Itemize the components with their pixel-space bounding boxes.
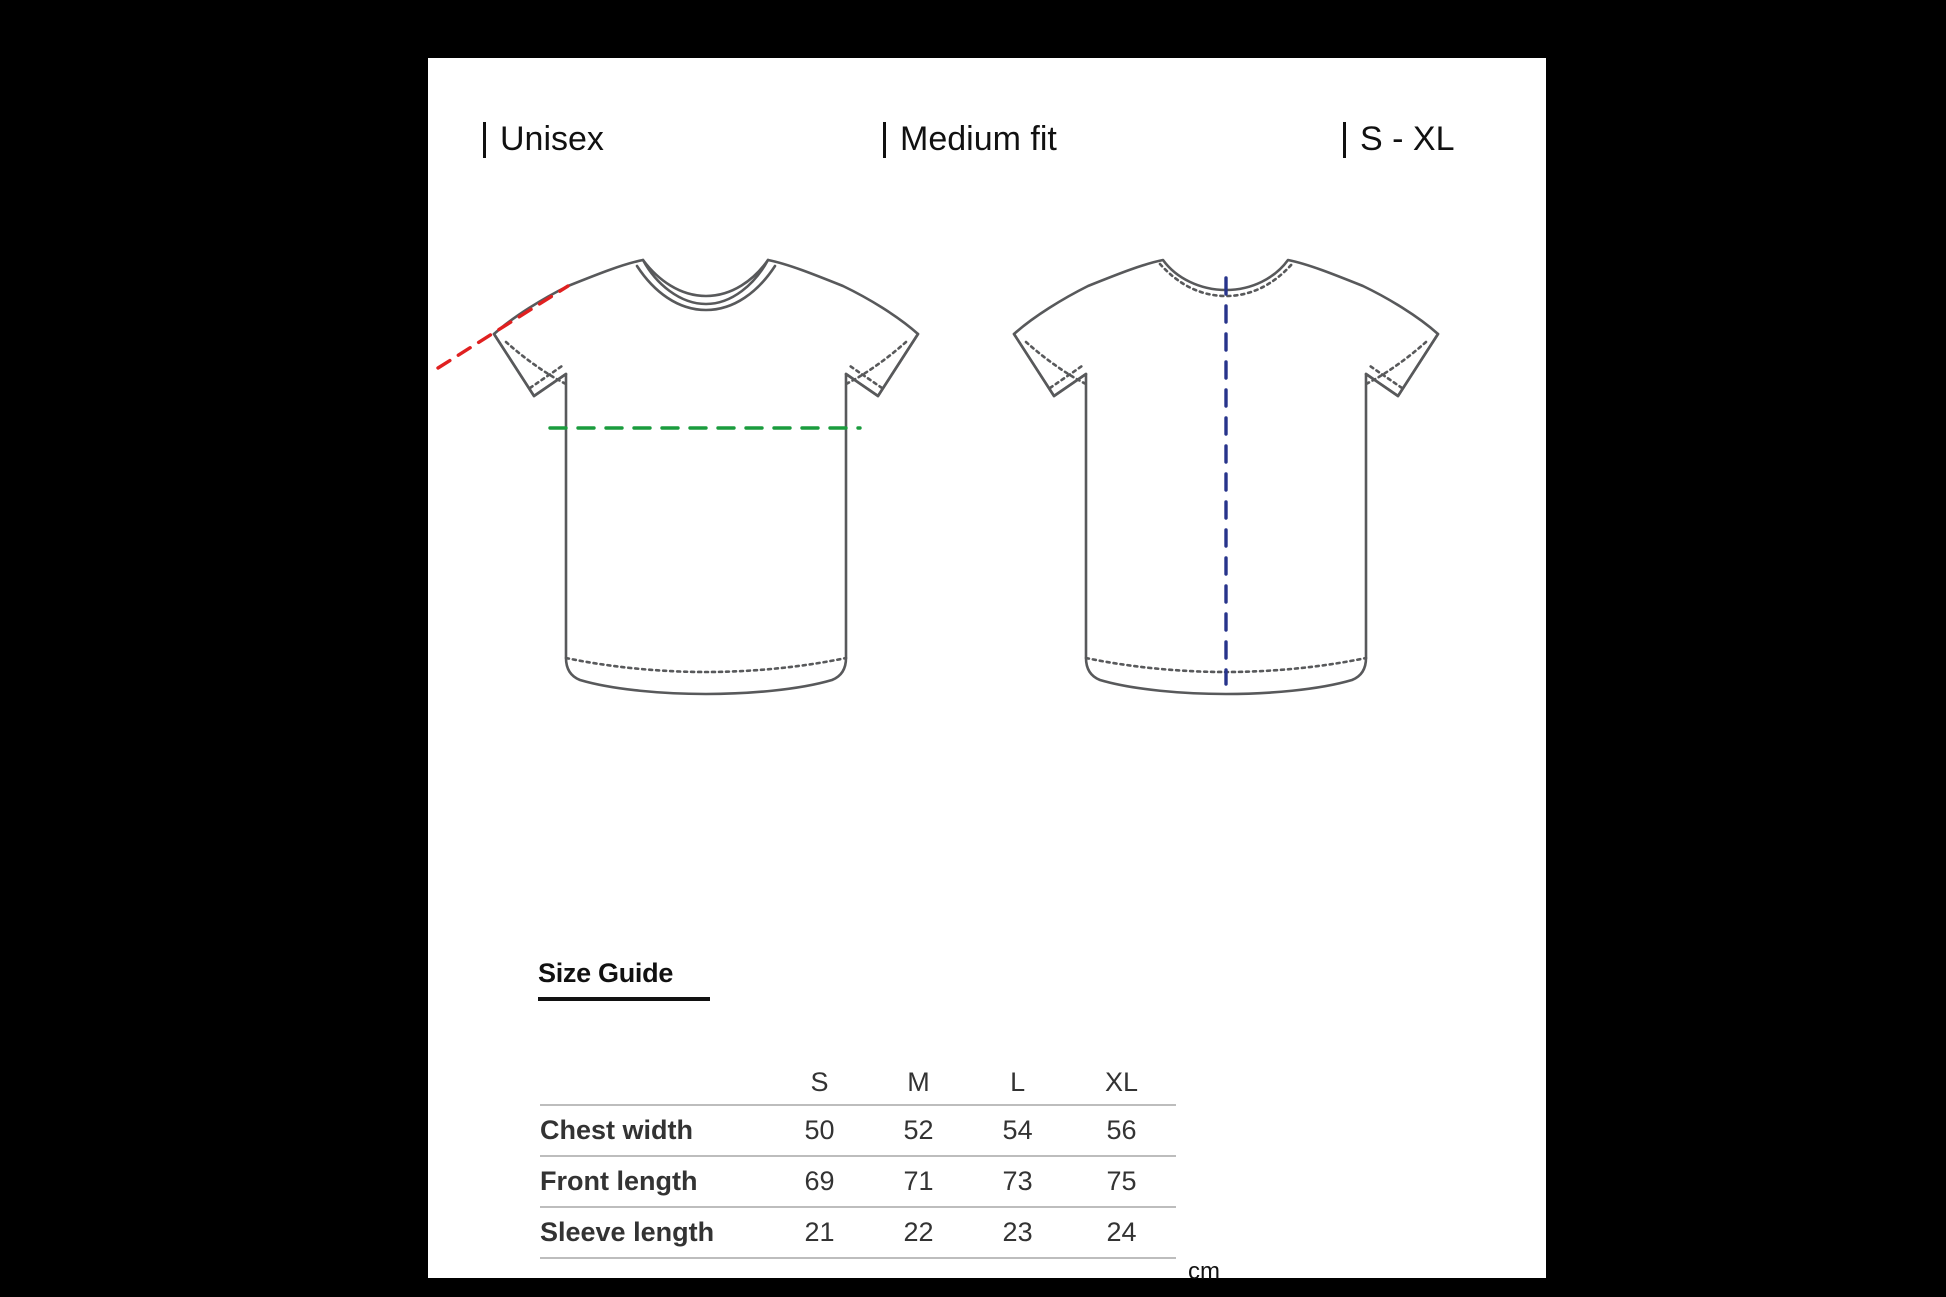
chest-width-l: 54 — [968, 1105, 1067, 1156]
divider-bar-icon — [1343, 122, 1346, 158]
sleeve-length-m: 22 — [869, 1207, 968, 1258]
divider-bar-icon — [883, 122, 886, 158]
size-guide-title: Size Guide — [538, 958, 674, 988]
tshirt-illustration — [428, 238, 1546, 758]
unit-label: cm — [1188, 1258, 1220, 1285]
header-item-fit — [883, 120, 1057, 159]
row-label-sleeve-length: Sleeve length — [540, 1207, 770, 1258]
row-label-chest-width: Chest width — [540, 1105, 770, 1156]
front-length-m: 71 — [869, 1156, 968, 1207]
size-guide-title-underline — [538, 997, 710, 1001]
header — [428, 58, 1546, 168]
table-header-l: L — [968, 1058, 1067, 1105]
table-header-blank — [540, 1058, 770, 1105]
sleeve-length-xl: 24 — [1067, 1207, 1176, 1258]
chest-width-m: 52 — [869, 1105, 968, 1156]
sleeve-length-line — [438, 286, 568, 368]
table-header-xl: XL — [1067, 1058, 1176, 1105]
chest-width-s: 50 — [770, 1105, 869, 1156]
table-header-row — [540, 1058, 1176, 1105]
front-length-xl: 75 — [1067, 1156, 1176, 1207]
sleeve-length-l: 23 — [968, 1207, 1067, 1258]
t-shirt-front-technical-drawing — [494, 260, 918, 694]
row-label-front-length: Front length — [540, 1156, 770, 1207]
header-item-size-range — [1343, 120, 1454, 159]
table-header-m: M — [869, 1058, 968, 1105]
size-guide-heading — [538, 958, 710, 1001]
sleeve-length-s: 21 — [770, 1207, 869, 1258]
header-label-fit: Medium fit — [900, 120, 1057, 158]
header-item-fit-gender — [483, 120, 604, 159]
header-label-size-range: S - XL — [1360, 120, 1455, 158]
table-header-s: S — [770, 1058, 869, 1105]
front-length-l: 73 — [968, 1156, 1067, 1207]
header-label-unisex: Unisex — [500, 120, 604, 158]
size-guide-table — [540, 1058, 1176, 1259]
table-row — [540, 1105, 1176, 1156]
front-length-s: 69 — [770, 1156, 869, 1207]
table-row — [540, 1156, 1176, 1207]
size-chart-page — [428, 58, 1546, 1285]
table-row — [540, 1207, 1176, 1258]
chest-width-xl: 56 — [1067, 1105, 1176, 1156]
divider-bar-icon — [483, 122, 486, 158]
